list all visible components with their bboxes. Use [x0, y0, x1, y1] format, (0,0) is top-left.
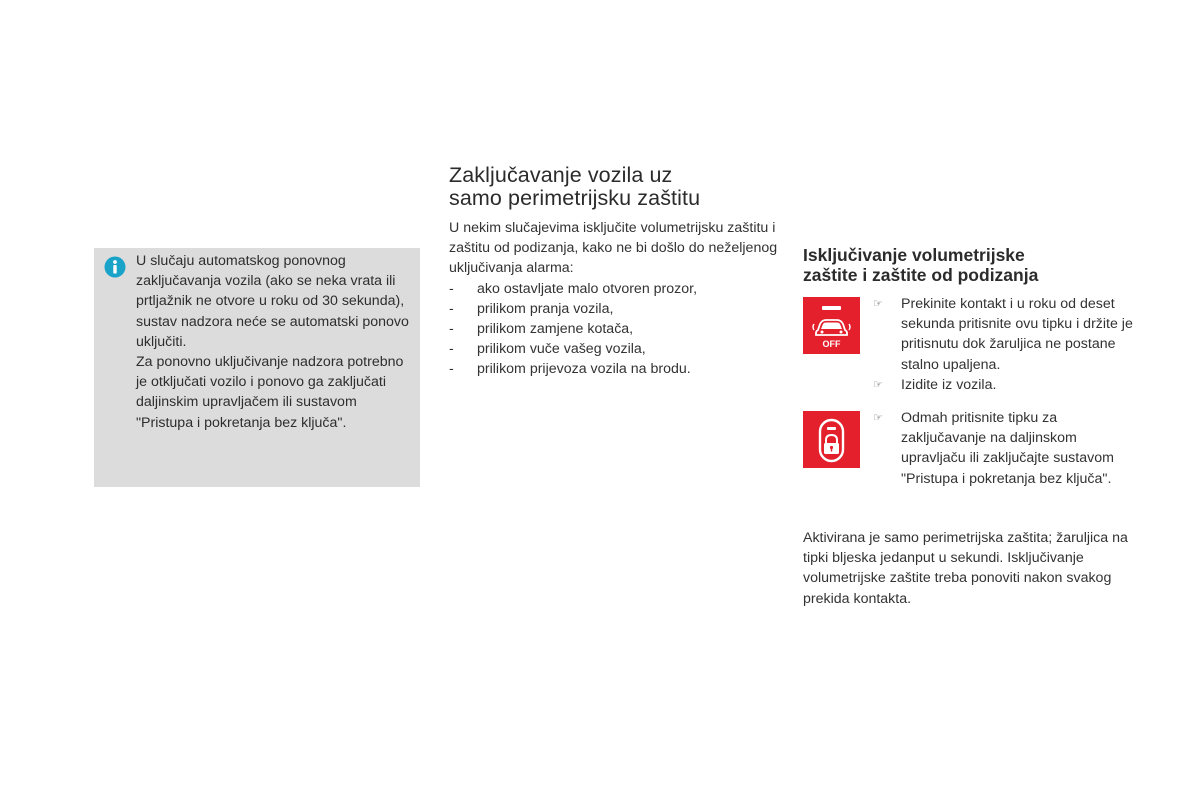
disable-title-line2: zaštite i zaštite od podizanja — [803, 265, 1039, 285]
list-item: ☞ Prekinite kontakt i u roku od deset sekunda pritisnite ovu tipku i držite je pritisnutu dok žaruljica ne postane stalno upaljena. — [873, 296, 1133, 373]
perimeter-bullet-list — [449, 279, 779, 380]
disable-title-line1: Isključivanje volumetrijske — [803, 245, 1025, 265]
info-paragraph-1: U slučaju automatskog ponovnog zaključavanja vozila (ako se neka vrata ili prtljažnik ne otvore u roku od 30 sekunda), sustav nadzora neće se automatski ponovo uključiti. — [136, 253, 409, 350]
final-note: Aktivirana je samo perimetrijska zaštita; žaruljica na tipki bljeska jedanput u sekundi. Isključivanje volumetrijske zaštite treba ponoviti nakon svakog prekida kontakta. — [803, 530, 1128, 607]
list-item: ☞ Izidite iz vozila. — [873, 375, 1135, 395]
info-icon — [104, 256, 126, 278]
pointing-hand-icon: ☞ — [873, 412, 883, 424]
info-box — [94, 248, 420, 487]
perimeter-section — [449, 164, 779, 380]
off-label: OFF — [822, 339, 841, 349]
perimeter-title-line1: Zaključavanje vozila uz — [449, 163, 673, 187]
list-item: ☞ Odmah pritisnite tipku za zaključavanje na daljinskom upravljaču ili zaključajte sustavom "Pristupa i pokretanja bez ključa". — [873, 410, 1114, 487]
perimeter-title-line2: samo perimetrijsku zaštitu — [449, 186, 701, 210]
info-paragraph-2: Za ponovno uključivanje nadzora potrebno je otključati vozilo i ponovo ga zaključati daljinskim upravljačem ili sustavom "Pristupa i pokretanja bez ključa". — [136, 354, 404, 431]
info-text — [136, 251, 412, 433]
step-1-text — [873, 294, 1135, 395]
disable-section — [803, 245, 1143, 607]
list-item: - prilikom pranja vozila, — [449, 300, 614, 317]
perimeter-title — [449, 164, 779, 210]
lock-button-icon — [803, 411, 860, 468]
perimeter-intro: U nekim slučajevima isključite volumetrijsku zaštitu i zaštitu od podizanja, kako ne bi došlo do neželjenog uključivanja alarma: — [449, 220, 778, 277]
step-2-text — [873, 408, 1135, 489]
pointing-hand-icon: ☞ — [873, 378, 883, 391]
list-item: - prilikom vuče vašeg vozila, — [449, 341, 646, 358]
list-item: - prilikom prijevoza vozila na brodu. — [449, 361, 691, 378]
car-alarm-off-button-icon — [803, 297, 860, 354]
list-item: - prilikom zamjene kotača, — [449, 321, 634, 338]
pointing-hand-icon: ☞ — [873, 298, 883, 310]
list-item: - ako ostavljate malo otvoren prozor, — [449, 280, 698, 297]
disable-title — [803, 245, 1143, 285]
